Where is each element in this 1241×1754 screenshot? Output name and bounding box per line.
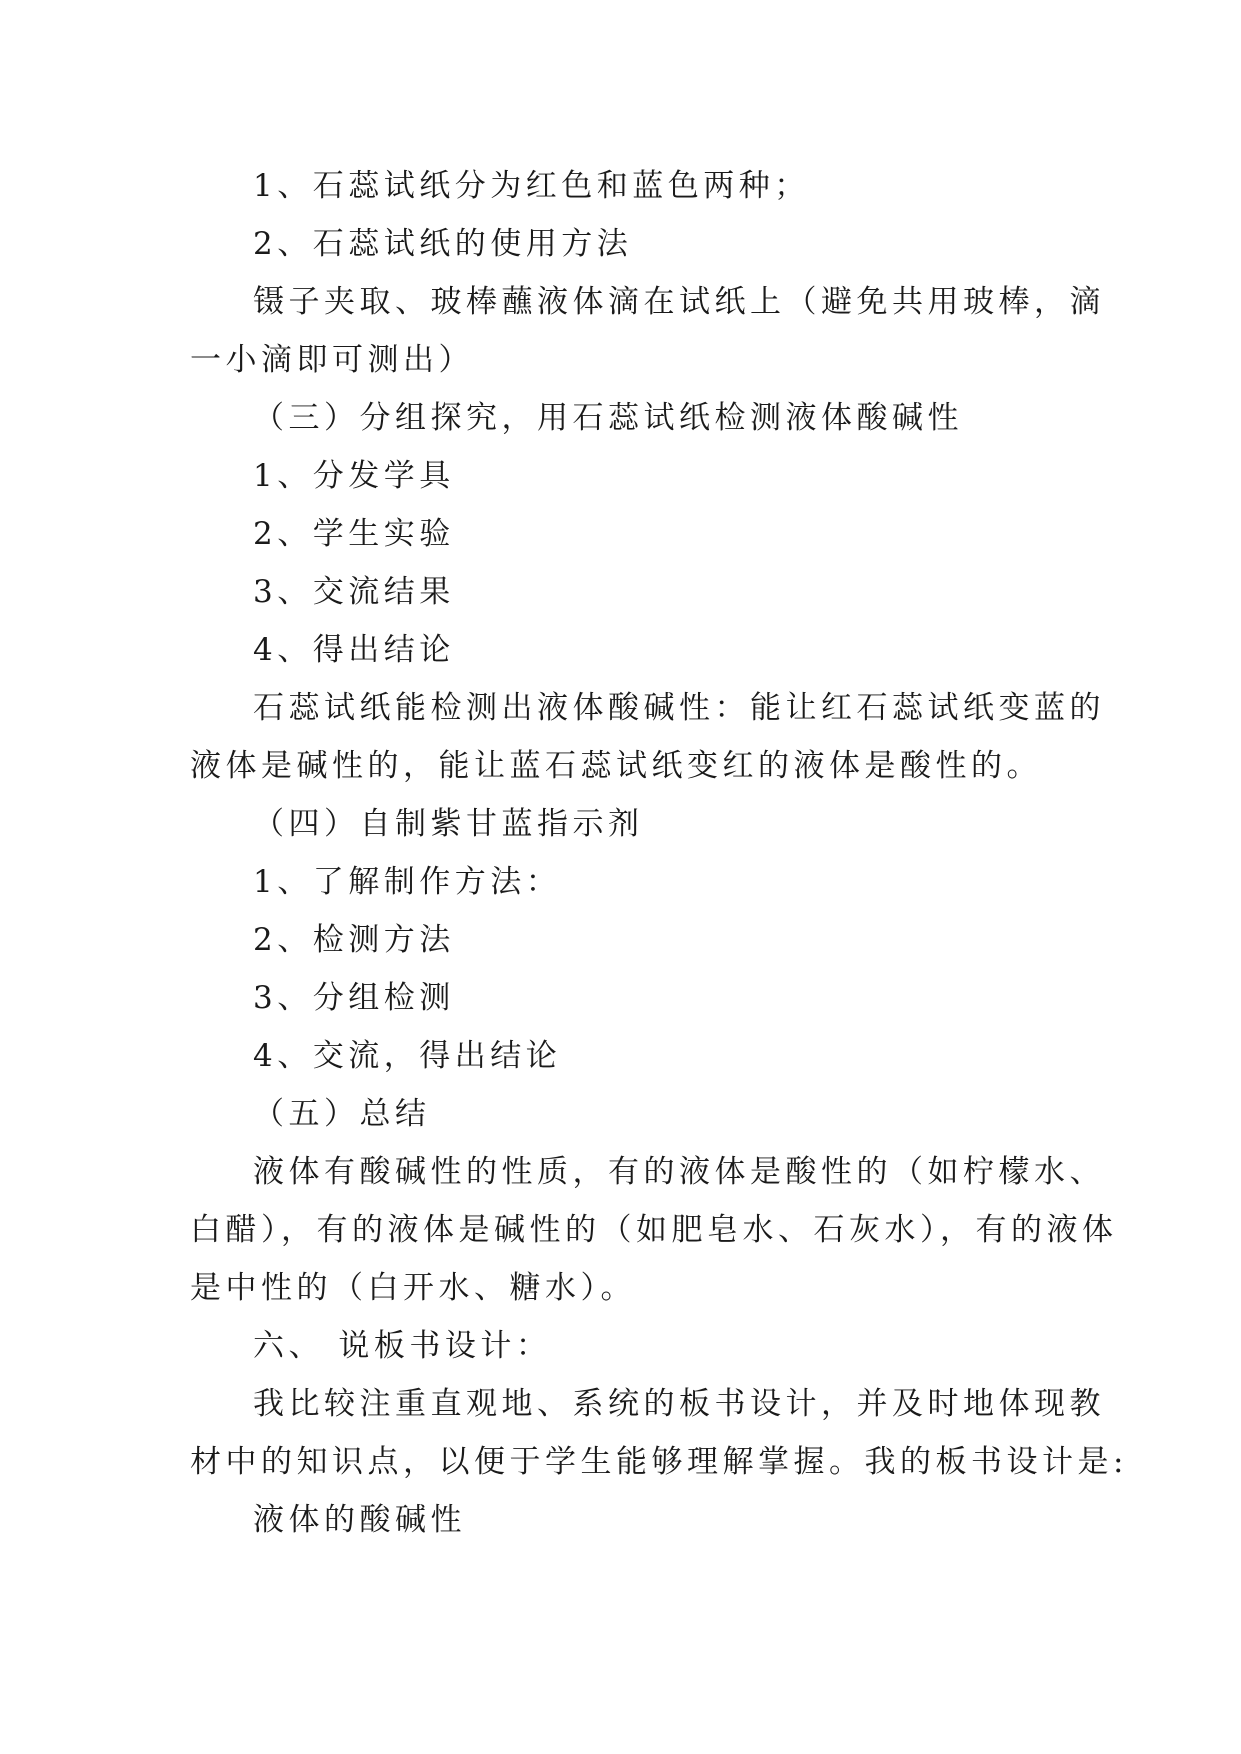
step-test-method: 2、检测方法 — [253, 922, 455, 958]
paragraph-summary-line-3: 是中性的（白开水、糖水）。 — [190, 1270, 636, 1306]
step-student-experiment: 2、学生实验 — [253, 516, 455, 552]
section-heading-6: 六、 说板书设计： — [253, 1328, 552, 1364]
paragraph-summary-line-1: 液体有酸碱性的性质，有的液体是酸性的（如柠檬水、 — [253, 1154, 1105, 1190]
paragraph-conclusion-line-1: 石蕊试纸能检测出液体酸碱性：能让红石蕊试纸变蓝的 — [253, 690, 1105, 726]
section-heading-4: （四）自制紫甘蓝指示剂 — [253, 806, 644, 842]
step-conclusion: 4、得出结论 — [253, 632, 455, 668]
step-litmus-types: 1、石蕊试纸分为红色和蓝色两种； — [253, 168, 810, 204]
step-litmus-usage: 2、石蕊试纸的使用方法 — [253, 226, 633, 262]
paragraph-board-line-1: 我比较注重直观地、系统的板书设计，并及时地体现教 — [253, 1386, 1105, 1422]
paragraph-usage-line-2: 一小滴即可测出） — [190, 342, 474, 378]
paragraph-board-line-2: 材中的知识点，以便于学生能够理解掌握。我的板书设计是: — [190, 1444, 1128, 1480]
step-learn-method: 1、了解制作方法： — [253, 864, 562, 900]
paragraph-usage-line-1: 镊子夹取、玻棒蘸液体滴在试纸上（避免共用玻棒，滴 — [253, 284, 1105, 320]
step-share-results: 3、交流结果 — [253, 574, 455, 610]
step-share-conclude: 4、交流，得出结论 — [253, 1038, 562, 1074]
board-title: 液体的酸碱性 — [253, 1502, 466, 1538]
paragraph-summary-line-2: 白醋），有的液体是碱性的（如肥皂水、石灰水），有的液体 — [190, 1212, 1118, 1248]
section-heading-5: （五）总结 — [253, 1096, 431, 1132]
paragraph-conclusion-line-2: 液体是碱性的，能让蓝石蕊试纸变红的液体是酸性的。 — [190, 748, 1042, 784]
step-distribute-tools: 1、分发学具 — [253, 458, 455, 494]
section-heading-3: （三）分组探究，用石蕊试纸检测液体酸碱性 — [253, 400, 963, 436]
step-group-test: 3、分组检测 — [253, 980, 455, 1016]
